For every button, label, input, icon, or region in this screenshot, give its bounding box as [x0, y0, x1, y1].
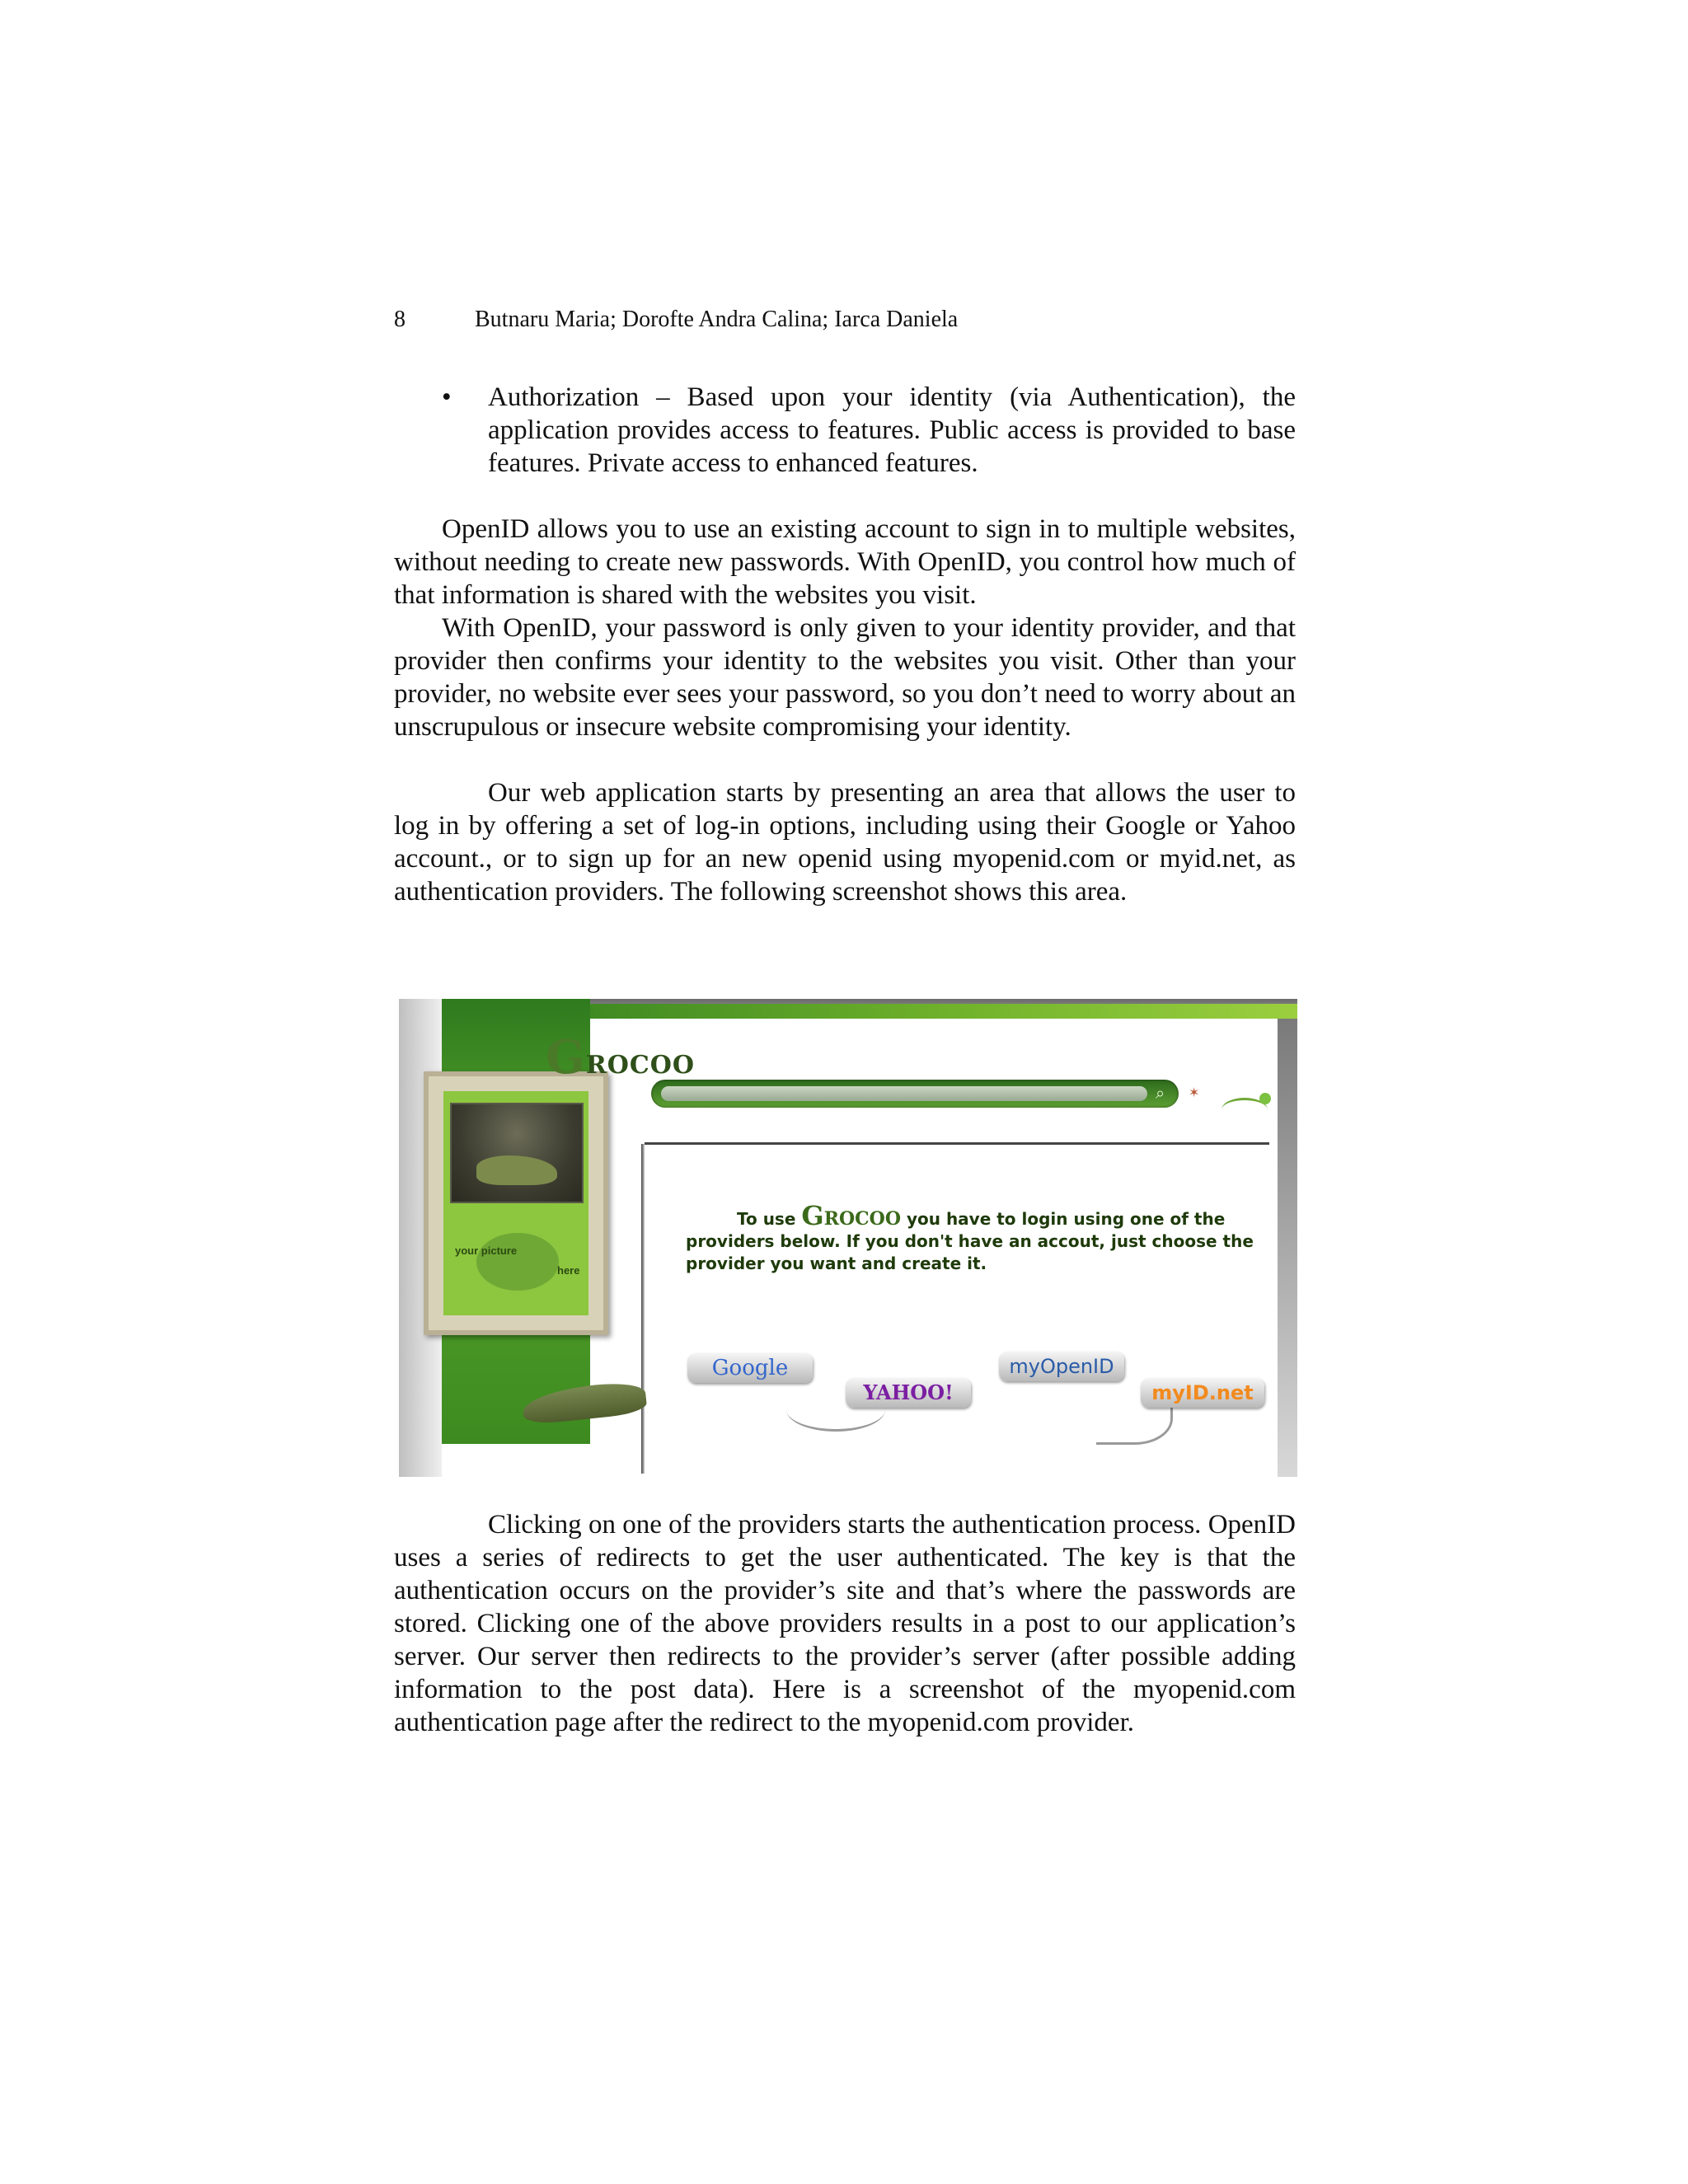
search-icon[interactable]: ⌕ — [1156, 1083, 1165, 1103]
picture-label: your picture — [455, 1244, 518, 1257]
google-login-button[interactable]: Google — [687, 1353, 813, 1383]
crocodile-image — [476, 1155, 557, 1185]
message-line1-suffix: you have to login using one of the — [906, 1209, 1226, 1229]
myid-login-button[interactable]: myID.net — [1141, 1378, 1264, 1408]
picture-frame-inner — [443, 1091, 588, 1315]
figure-right-edge — [1278, 1019, 1297, 1477]
panel-border-left — [641, 1144, 645, 1474]
screenshot-figure — [399, 999, 1297, 1477]
page-number: 8 — [394, 307, 406, 332]
picture-frame — [424, 1071, 608, 1335]
message-line-2: providers below. If you don't have an accout, just choose the — [686, 1231, 1254, 1251]
header-authors: Butnaru Maria; Dorofte Andra Calina; Iarca Daniela — [475, 307, 959, 332]
message-prefix: To use — [737, 1209, 796, 1229]
logo-rest: ROCOO — [585, 1051, 696, 1080]
panel-border-top — [645, 1142, 1269, 1145]
message-line-1 — [686, 1200, 1254, 1231]
figure-green-band — [588, 1004, 1297, 1019]
message-logo — [801, 1200, 901, 1231]
logo-initial: G — [546, 1030, 586, 1085]
message-logo-initial: G — [801, 1200, 824, 1231]
picture-label-here: here — [557, 1264, 580, 1277]
paragraph-text: OpenID allows you to use an existing account to sign in to multiple websites, without needing to create new passwords. With OpenID, you control how much of that information is shared with the websites you visit. — [394, 514, 1296, 610]
paragraph-openid-intro — [394, 513, 1296, 743]
paragraph-authentication-process — [394, 1508, 1296, 1739]
swirl-dot — [1259, 1093, 1271, 1104]
paragraph-text: Clicking on one of the providers starts the authentication process. OpenID uses a series of redirects to get the user authenticated. The key is that the authentication occurs on the provider’s site and that’s where the passwords are stored. Clicking one of the above providers results in a post to our application’s server. Our server then redirects to the provider’s server (after possible adding information to the post data). Here is a screenshot of the myopenid.com authentication page after the redirect to the myopenid.com provider. — [394, 1510, 1296, 1737]
sparkle-icon: ✶ — [1189, 1085, 1200, 1100]
decorative-blob — [476, 1233, 559, 1291]
bullet-item-authorization — [394, 381, 1296, 480]
message-logo-rest: ROCOO — [823, 1208, 901, 1230]
paragraph-text: With OpenID, your password is only given to your identity provider, and that provider then confirms your identity to the websites you visit. Other than your provider, no website ever sees your password, so you don’t need to worry about an unscrupulous or insecure website compromising your identity. — [394, 613, 1296, 742]
bullet-symbol: • — [442, 382, 452, 412]
myopenid-login-button[interactable]: myOpenID — [999, 1352, 1124, 1381]
yahoo-login-button[interactable]: YAHOO! — [846, 1378, 971, 1408]
message-line-3: provider you want and create it. — [686, 1254, 987, 1273]
login-message — [686, 1200, 1254, 1275]
crocoo-logo — [546, 1030, 695, 1085]
search-input[interactable] — [661, 1086, 1147, 1101]
search-bar[interactable] — [651, 1080, 1179, 1108]
bullet-text: Authorization – Based upon your identity (via Authentication), the application provides access to features. Public access is provided to base features. Private access to enhanced features. — [488, 382, 1296, 478]
profile-photo — [450, 1103, 584, 1203]
paragraph-web-app — [394, 776, 1296, 908]
paragraph-text: Our web application starts by presenting an area that allows the user to log in by offering a set of log-in options, including using their Google or Yahoo account., or to sign up for an new openid using myopenid.com or myid.net, as authentication providers. The following screenshot shows this area. — [394, 778, 1296, 907]
